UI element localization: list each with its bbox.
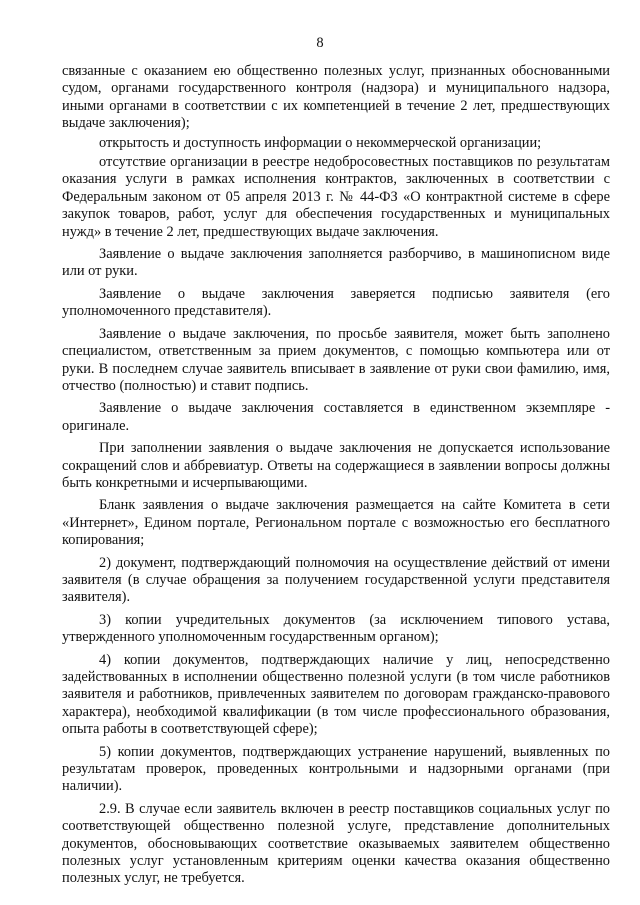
list-item-5: 5) копии документов, подтверждающих устранение нарушений, выявленных по результатам проверок, проведенных контрольными и надзорными органами (при наличии). <box>62 743 610 795</box>
section-2-9: 2.9. В случае если заявитель включен в реестр поставщиков социальных услуг по соответствующей общественно полезной услуге, представление дополнительных документов, обосновывающих соответствие оказываемых заявителем общественно полезных услуг установленным критериям оценки качества оказания общественно полезных услуг, не требуется. <box>62 800 610 887</box>
document-body <box>62 63 610 893</box>
paragraph-continuation: связанные с оказанием ею общественно полезных услуг, признанных обоснованными судом, органами государственного контроля (надзора) и муниципального надзора, иными органами в соответствии с их компетенцией в течение 2 лет, предшествующих выдаче заключения); <box>62 63 610 132</box>
list-item-4: 4) копии документов, подтверждающих наличие у лиц, непосредственно задействованных в исполнении общественно полезной услуги (в том числе работников заявителя и работников, привлеченных заявителем по договорам гражданско-правового характера), необходимой квалификации (в том числе профессионального образования, опыта работы в соответствующей сфере); <box>62 651 610 738</box>
paragraph-filled-by-specialist: Заявление о выдаче заключения, по просьбе заявителя, может быть заполнено специалистом, ответственным за прием документов, с помощью компьютера или от руки. В последнем случае заявитель вписывает в заявление от руки свои фамилию, имя, отчество (полностью) и ставит подпись. <box>62 325 610 394</box>
paragraph-openness: открытость и доступность информации о некоммерческой организации; <box>99 134 542 151</box>
list-item-3: 3) копии учредительных документов (за исключением типового устава, утвержденного уполномоченным государственным органом); <box>62 611 610 646</box>
paragraph-legibility: Заявление о выдаче заключения заполняется разборчиво, в машинописном виде или от руки. <box>62 246 610 280</box>
paragraph-form-location: Бланк заявления о выдаче заключения размещается на сайте Комитета в сети «Интернет», Едином портале, Региональном портале с возможностью его бесплатного копирования; <box>62 497 610 549</box>
paragraph-single-copy: Заявление о выдаче заключения составляется в единственном экземпляре - оригинале. <box>62 400 610 434</box>
page-number: 8 <box>316 35 324 51</box>
paragraph-signature: Заявление о выдаче заключения заверяется подписью заявителя (его уполномоченного представителя). <box>62 285 610 320</box>
paragraph-registry: отсутствие организации в реестре недобросовестных поставщиков по результатам оказания услуги в рамках исполнения контрактов, заключенных в соответствии с Федеральным законом от 05 апреля 2013 г. № 44-ФЗ «О контрактной системе в сфере закупок товаров, работ, услуг для обеспечения государственных и муниципальных нужд» в течение 2 лет, предшествующих выдаче заключения. <box>62 154 610 240</box>
paragraph-no-abbreviations: При заполнении заявления о выдаче заключения не допускается использование сокращений слов и аббревиатур. Ответы на содержащиеся в заявлении вопросы должны быть конкретными и исчерпывающими. <box>62 440 610 491</box>
list-item-2: 2) документ, подтверждающий полномочия на осуществление действий от имени заявителя (в случае обращения за получением государственной услуги представителя заявителя). <box>62 554 610 606</box>
